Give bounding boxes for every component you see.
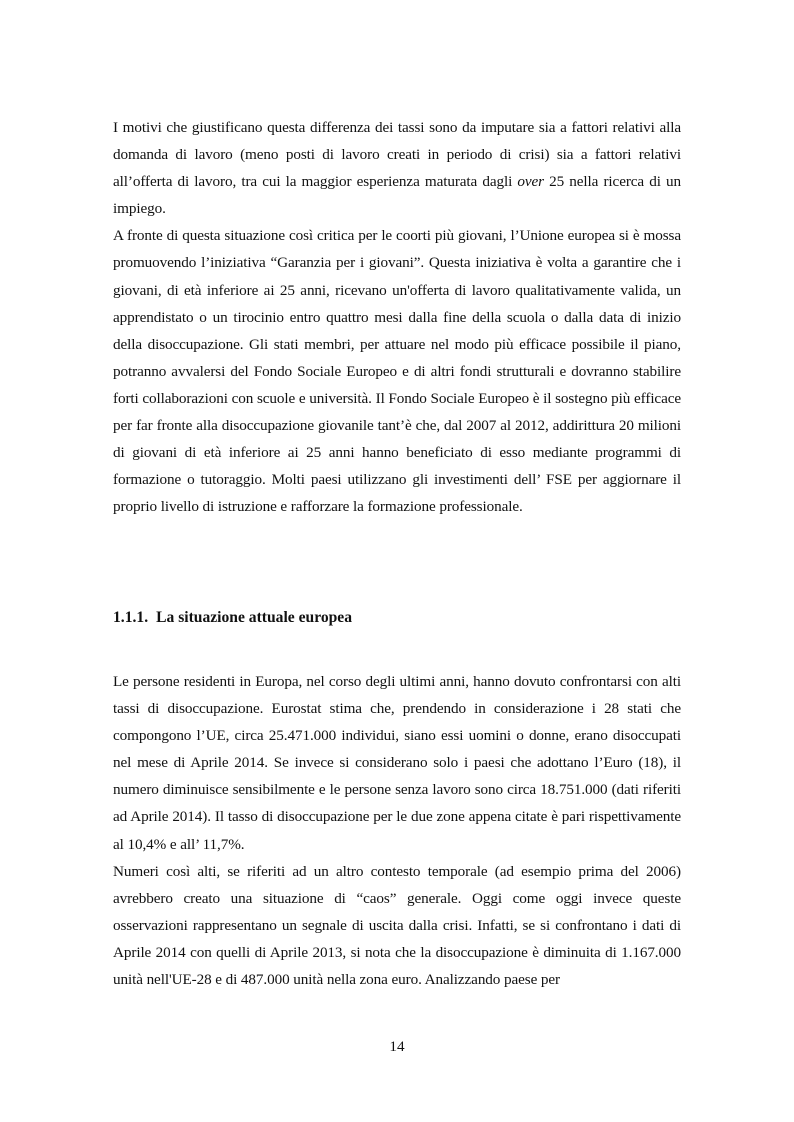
paragraph-numeri: Numeri così alti, se riferiti ad un altro contesto temporale (ad esempio prima del 2006) avrebbero creato una situazione di “caos” generale. Oggi come oggi invece queste osservazioni rappresentano un segnale di uscita dalla crisi. Infatti, se si confrontano i dati di Aprile 2014 con quelli di Aprile 2013, si nota che la disoccupazione è diminuita di 1.167.000 unità nell'UE-28 e di 487.000 unità nella zona euro. Analizzando paese per [113, 862, 681, 989]
section-heading [113, 606, 352, 630]
page-body [113, 114, 681, 989]
paragraph-garanzia-giovani: A fronte di questa situazione così critica per le coorti più giovani, l’Unione europea si è mossa promuovendo l’iniziativa “Garanzia per i giovani”. Questa iniziativa è volta a garantire che i giovani, di età inferiore ai 25 anni, ricevano un'offerta di lavoro qualitativamente valida, un apprendistato o un tirocinio entro quattro mesi dalla fine della scuola o dalla data di inizio della disoccupazione. Gli stati membri, per attuare nel modo più efficace possibile il piano, potranno avvalersi del Fondo Sociale Europeo e di altri fondi strutturali e dovranno stabilire forti collaborazioni con scuole e università. Il Fondo Sociale Europeo è il sostegno più efficace per far fronte alla disoccupazione giovanile tant’è che, dal 2007 al 2012, addirittura 20 milioni di giovani di età inferiore ai 25 anni hanno beneficiato di esso mediante programmi di formazione o tutoraggio. Molti paesi utilizzano gli investimenti dell’ FSE per aggiornare il proprio livello di istruzione e rafforzare la formazione professionale. [113, 227, 681, 516]
paragraph-motivi [113, 114, 681, 222]
emphasis-over: over [517, 173, 544, 191]
section-number: 1.1.1. [113, 609, 149, 626]
paragraph-motivi-text-2: 25 nella ricerca di un impiego. [113, 173, 681, 218]
paragraph-eurostat: Le persone residenti in Europa, nel corso degli ultimi anni, hanno dovuto confrontarsi con alti tassi di disoccupazione. Eurostat stima che, prendendo in considerazione i 28 stati che compongono l’UE, circa 25.471.000 individui, siano essi uomini o donne, erano disoccupati nel mese di Aprile 2014. Se invece si considerano solo i paesi che adottano l’Euro (18), il numero diminuisce sensibilmente e le persone senza lavoro sono circa 18.751.000 (dati riferiti ad Aprile 2014). Il tasso di disoccupazione per le due zone appena citate è pari rispettivamente al 10,4% e all’ 11,7%. [113, 673, 681, 853]
section-body [113, 668, 681, 993]
section-title: La situazione attuale europea [156, 609, 353, 626]
paragraph-motivi-text-1: I motivi che giustificano questa differenza dei tassi sono da imputare sia a fattori relativi alla domanda di lavoro (meno posti di lavoro creati in periodo di crisi) sia a fattori relativi all’offerta di lavoro, tra cui la maggior esperienza maturata dagli [113, 119, 681, 191]
page-number: 14 [389, 1038, 405, 1055]
